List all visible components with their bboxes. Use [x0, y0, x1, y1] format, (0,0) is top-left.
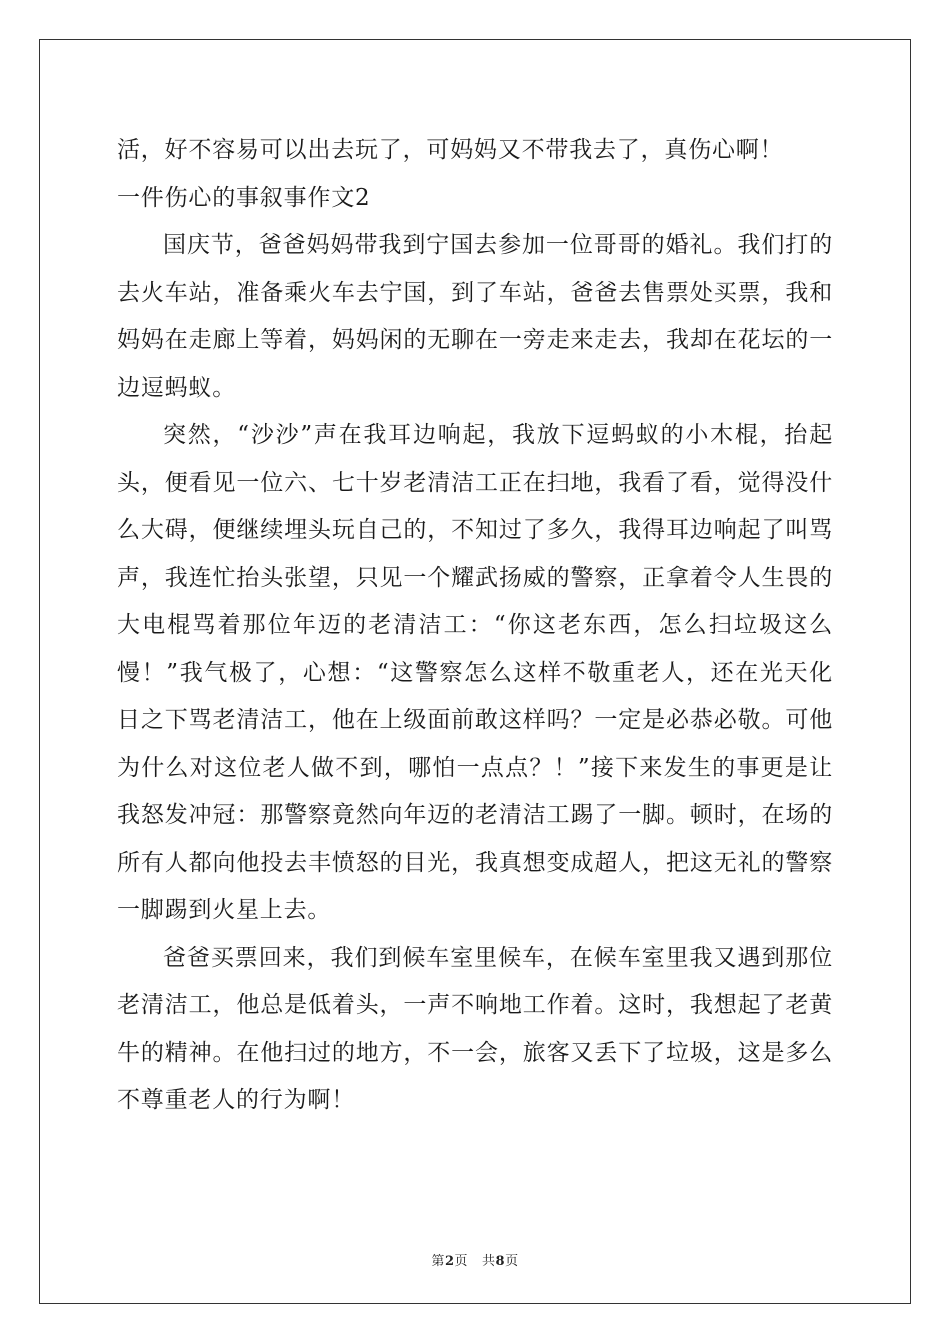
paragraph-line: 不尊重老人的行为啊！: [117, 1087, 355, 1113]
paragraph-line: 一脚踢到火星上去。: [117, 897, 332, 923]
paragraph-line: 头，便看见一位六、七十岁老清洁工正在扫地，我看了看，觉得没什: [117, 469, 833, 496]
paragraph-line: 国庆节，爸爸妈妈带我到宁国去参加一位哥哥的婚礼。我们打的: [163, 232, 833, 258]
paragraph-line: 日之下骂老清洁工，他在上级面前敢这样吗？一定是必恭必敬。可他: [117, 707, 833, 733]
paragraph-line: 我怒发冲冠：那警察竟然向年迈的老清洁工踢了一脚。顿时，在场的: [117, 802, 833, 828]
paragraph-line: 大电棍骂着那位年迈的老清洁工：“你这老东西，怎么扫垃圾这么: [117, 612, 833, 638]
page-suffix: 页: [454, 1254, 468, 1269]
page-prefix: 第: [431, 1254, 445, 1269]
paragraph-line: 爸爸买票回来，我们到候车室里候车，在候车室里我又遇到那位: [163, 944, 833, 971]
page-number: 2: [444, 1254, 455, 1269]
paragraph-line: 么大碍，便继续埋头玩自己的，不知过了多久，我得耳边响起了叫骂: [117, 517, 833, 543]
paragraph-line: 牛的精神。在他扫过的地方，不一会，旅客又丢下了垃圾，这是多么: [117, 1039, 833, 1066]
paragraph-line: 活，好不容易可以出去玩了，可妈妈又不带我去了，真伤心啊！: [117, 137, 784, 163]
paragraph-line: 所有人都向他投去丰愤怒的目光，我真想变成超人，把这无礼的警察: [117, 849, 833, 876]
paragraph-line: 突然，“沙沙”声在我耳边响起，我放下逗蚂蚁的小木棍，抬起: [163, 422, 833, 448]
paragraph-line: 老清洁工，他总是低着头，一声不响地工作着。这时，我想起了老黄: [117, 992, 833, 1018]
paragraph-line: 为什么对这位老人做不到，哪怕一点点？！”接下来发生的事更是让: [117, 754, 833, 781]
total-pages: 8: [495, 1254, 506, 1269]
paragraph-line: 妈妈在走廊上等着，妈妈闲的无聊在一旁走来走去，我却在花坛的一: [117, 327, 833, 353]
total-prefix: 共: [482, 1254, 496, 1269]
page-footer: [0, 1250, 950, 1269]
paragraph-line: 慢！”我气极了，心想：“这警察怎么这样不敬重老人，还在光天化: [117, 659, 833, 686]
section-title: 一件伤心的事叙事作文2: [117, 184, 371, 211]
total-suffix: 页: [505, 1254, 519, 1269]
paragraph-line: 边逗蚂蚁。: [117, 374, 236, 401]
document-body: [117, 127, 833, 1125]
paragraph-line: 声，我连忙抬头张望，只见一个耀武扬威的警察，正拿着令人生畏的: [117, 564, 833, 591]
paragraph-line: 去火车站，准备乘火车去宁国，到了车站，爸爸去售票处买票，我和: [117, 279, 833, 306]
